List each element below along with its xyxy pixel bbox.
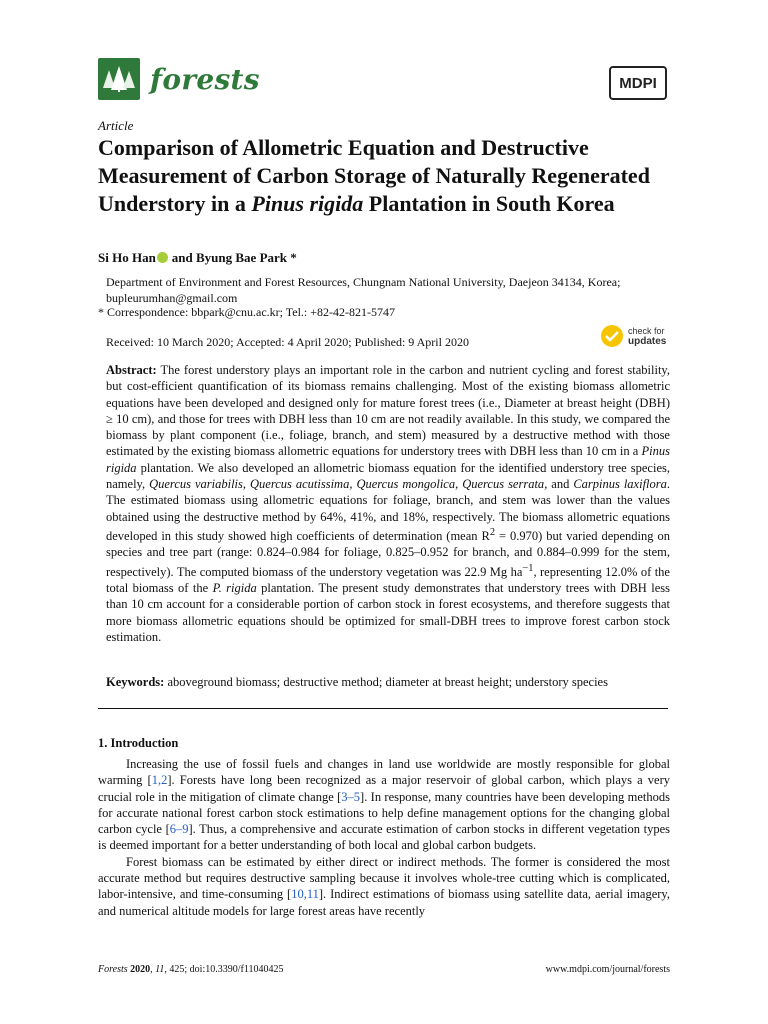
correspondence: * Correspondence: bbpark@cnu.ac.kr; Tel.: +82-42-821-5747 xyxy=(98,305,396,319)
citation-link[interactable]: 10,11 xyxy=(291,887,319,902)
footer-citation: Forests 2020, 11, 425; doi:10.3390/f11040425 xyxy=(98,964,284,975)
citation-link[interactable]: 1,2 xyxy=(151,773,168,788)
introduction-body xyxy=(98,756,670,919)
check-for-updates-button[interactable] xyxy=(600,324,666,348)
author-name[interactable]: Si Ho Han xyxy=(98,250,156,265)
author-name[interactable]: and Byung Bae Park * xyxy=(171,250,297,265)
abstract: Abstract: The forest understory plays an important role in the carbon and nutrient cycling and forest stability, but cost-efficient quantification of its biomass remains challenging. Most of the existing biomass allometric equations have been developed and designed only for mature forest trees (i.e., Diameter at breast height (DBH) ≥ 10 cm), and those for trees with DBH less than 10 cm are not readily available. In this study, we compared the biomass by plant component (i.e., foliage, branch, and stem) measured by a destructive method with those estimated by the existing biomass allometric equations for understory trees with DBH less than 10 cm in a Pinus rigida plantation. We also developed an allometric biomass equation for the identified understory tree species, namely, Quercus variabilis, Quercus acutissima, Quercus mongolica, Quercus serrata, and Carpinus laxiflora. The estimated biomass using allometric equations for foliage, branch, and stem was lower than the values obtained using the destructive method by 64%, 41%, and 18%, respectively. The biomass allometric equations developed in this study showed high coefficients of determination (mean $R^2 = 0.970$) but varied depending on species and tree part (range: 0.824–0.984 for foliage, 0.825–0.952 for branch, and 0.884–0.999 for the stem, respectively). The computed biomass of the understory vegetation was 22.9 Mg $ha^{-1}$, representing 12.0% of the total biomass of the P. rigida plantation. The present study demonstrates that understory trees with DBH less than 10 cm account for a considerable portion of carbon stock in forest ecosystems, and therefore suggests that more biomass allometric equations should be optimized for small-DBH trees to improve forest carbon stock estimation. xyxy=(106,363,671,645)
journal-name: forests xyxy=(150,62,260,96)
affiliation: Department of Environment and Forest Resources, Chungnam National University, Daejeon 34134, Korea; bupleurumhan@gmail.com xyxy=(106,275,621,305)
keywords: Keywords: aboveground biomass; destructive method; diameter at breast height; understory species xyxy=(106,675,608,689)
section-heading-introduction: 1. Introduction xyxy=(98,736,179,750)
check-for-updates-label: check for updates xyxy=(628,325,667,347)
citation-link[interactable]: 6–9 xyxy=(169,822,189,837)
paragraph: Increasing the use of fossil fuels and changes in land use worldwide are mostly responsible for global warming [1,2]. Forests have long been recognized as a major reservoir of global carbon, which plays a very crucial role in the mitigation of climate change [3–5]. In response, many countries have been developing methods for accurate national forest carbon stock estimations to help define management options for the changing global carbon cycle [6–9]. Thus, a comprehensive and accurate estimation of carbon stocks in different vegetation types is deemed important for a better understanding of both local and global carbon budgets. xyxy=(98,757,671,853)
citation-link[interactable]: 3–5 xyxy=(341,789,361,804)
article-title: Comparison of Allometric Equation and Destructive Measurement of Carbon Storage of Naturally Regenerated Understory in a Pinus rigida Plantation in South Korea xyxy=(98,135,650,216)
paragraph: Forest biomass can be estimated by either direct or indirect methods. The former is considered the most accurate method but requires destructive sampling because it involves whole-tree cutting which is complicated, labor-intensive, and time-consuming [10,11]. Indirect estimations of biomass using satellite data, aerial imagery, and numerical altitude models for large forest areas have recently xyxy=(98,854,670,918)
check-badge-icon xyxy=(600,324,624,348)
article-type: Article xyxy=(98,118,134,133)
journal-logo[interactable] xyxy=(98,58,260,100)
mdpi-badge: MDPI xyxy=(609,66,667,100)
author-list xyxy=(98,250,297,266)
mdpi-logo[interactable] xyxy=(609,66,667,100)
footer-url[interactable]: www.mdpi.com/journal/forests xyxy=(545,964,670,975)
divider xyxy=(98,708,668,709)
orcid-icon[interactable] xyxy=(157,252,168,263)
trees-icon xyxy=(98,58,140,100)
publication-dates: Received: 10 March 2020; Accepted: 4 April 2020; Published: 9 April 2020 xyxy=(106,335,469,349)
